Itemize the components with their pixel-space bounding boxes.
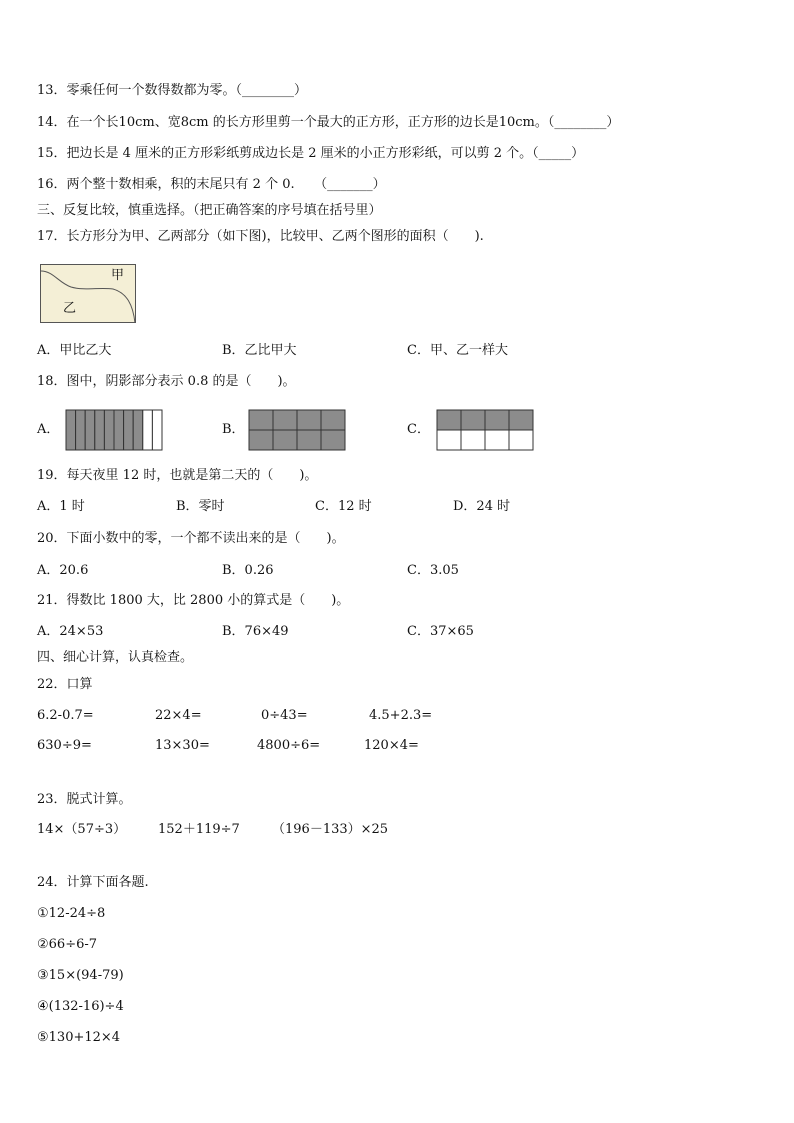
q24-item: ④(132-16)÷4 [37,999,124,1014]
q22-item: 13×30= [155,738,210,753]
shaded-part [249,430,273,450]
shaded-part [95,410,105,450]
q17-option-b: B．乙比甲大 [222,343,297,358]
q18-option-a: A． [37,422,60,437]
shaded-part [485,410,509,430]
q20-option-a: A．20.6 [37,563,89,578]
q17-label-jia: 甲 [111,268,125,283]
q17-option-c: C．甲、乙一样大 [407,343,508,358]
shaded-part [66,410,76,450]
question-18: 18．图中，阴影部分表示 0.8 的是（ )。 [37,374,296,389]
q17-label-yi: 乙 [63,301,77,316]
q24-item: ②66÷6-7 [37,937,98,952]
q20-option-c: C．3.05 [407,563,459,578]
q18-option-c: C． [407,422,430,437]
question-24: 24．计算下面各题. [37,875,149,890]
shaded-part [133,410,143,450]
q22-item: 120×4= [364,738,419,753]
q21-option-c: C．37×65 [407,624,474,639]
q23-item: （196－133）×25 [272,822,389,837]
shaded-part [249,410,273,430]
q20-option-b: B．0.26 [222,563,274,578]
shaded-part [461,410,485,430]
q17-figure [40,264,136,323]
q22-item: 4800÷6= [257,738,321,753]
q24-item: ①12-24÷8 [37,906,106,921]
question-16: 16．两个整十数相乘，积的末尾只有 2 个 0. （_______） [37,177,386,192]
q19-option-a: A．1 时 [37,499,85,514]
shaded-part [297,430,321,450]
q21-option-b: B．76×49 [222,624,289,639]
q19-option-c: C．12 时 [315,499,372,514]
q18-figure-c [437,410,533,450]
question-23: 23．脱式计算。 [37,792,132,807]
unshaded-part [485,430,509,450]
section-4-heading: 四、细心计算，认真检查。 [37,650,194,665]
shaded-part [273,430,297,450]
unshaded-part [437,430,461,450]
question-20: 20．下面小数中的零，一个都不读出来的是（ )。 [37,531,345,546]
q22-item: 4.5+2.3= [369,708,433,723]
q22-item: 630÷9= [37,738,92,753]
question-15: 15．把边长是 4 厘米的正方形彩纸剪成边长是 2 厘米的小正方形彩纸，可以剪 2 个。（_____） [37,146,585,161]
q23-item: 14×（57÷3） [37,822,127,837]
unshaded-part [461,430,485,450]
q22-item: 0÷43= [261,708,308,723]
question-19: 19．每天夜里 12 时，也就是第二天的（ )。 [37,468,318,483]
section-3-heading: 三、反复比较，慎重选择。（把正确答案的序号填在括号里） [37,203,382,218]
question-13: 13．零乘任何一个数得数都为零。（________） [37,83,308,98]
q23-item: 152＋119÷7 [158,822,240,837]
shaded-part [509,410,533,430]
question-21: 21．得数比 1800 大，比 2800 小的算式是（ )。 [37,593,350,608]
shaded-part [321,430,345,450]
q21-option-a: A．24×53 [37,624,104,639]
shaded-part [124,410,134,450]
question-17: 17．长方形分为甲、乙两部分（如下图)，比较甲、乙两个图形的面积（ ). [37,229,484,244]
q18-figure-a [66,410,162,450]
q18-option-b: B． [222,422,245,437]
shaded-part [114,410,124,450]
question-22: 22．口算 [37,677,93,692]
q22-item: 6.2-0.7= [37,708,94,723]
unshaded-part [152,410,162,450]
shaded-part [76,410,86,450]
shaded-part [273,410,297,430]
unshaded-part [509,430,533,450]
q18-figure-b [249,410,345,450]
shaded-part [437,410,461,430]
shaded-part [297,410,321,430]
q19-option-d: D．24 时 [453,499,511,514]
shaded-part [85,410,95,450]
q24-item: ③15×(94-79) [37,968,124,983]
shaded-part [104,410,114,450]
q24-item: ⑤130+12×4 [37,1030,121,1045]
shaded-part [321,410,345,430]
q17-option-a: A．甲比乙大 [37,343,112,358]
q19-option-b: B．零时 [176,499,225,514]
unshaded-part [143,410,153,450]
question-14: 14．在一个长10cm、宽8cm 的长方形里剪一个最大的正方形，正方形的边长是10cm。（________） [37,115,620,130]
q22-item: 22×4= [155,708,202,723]
